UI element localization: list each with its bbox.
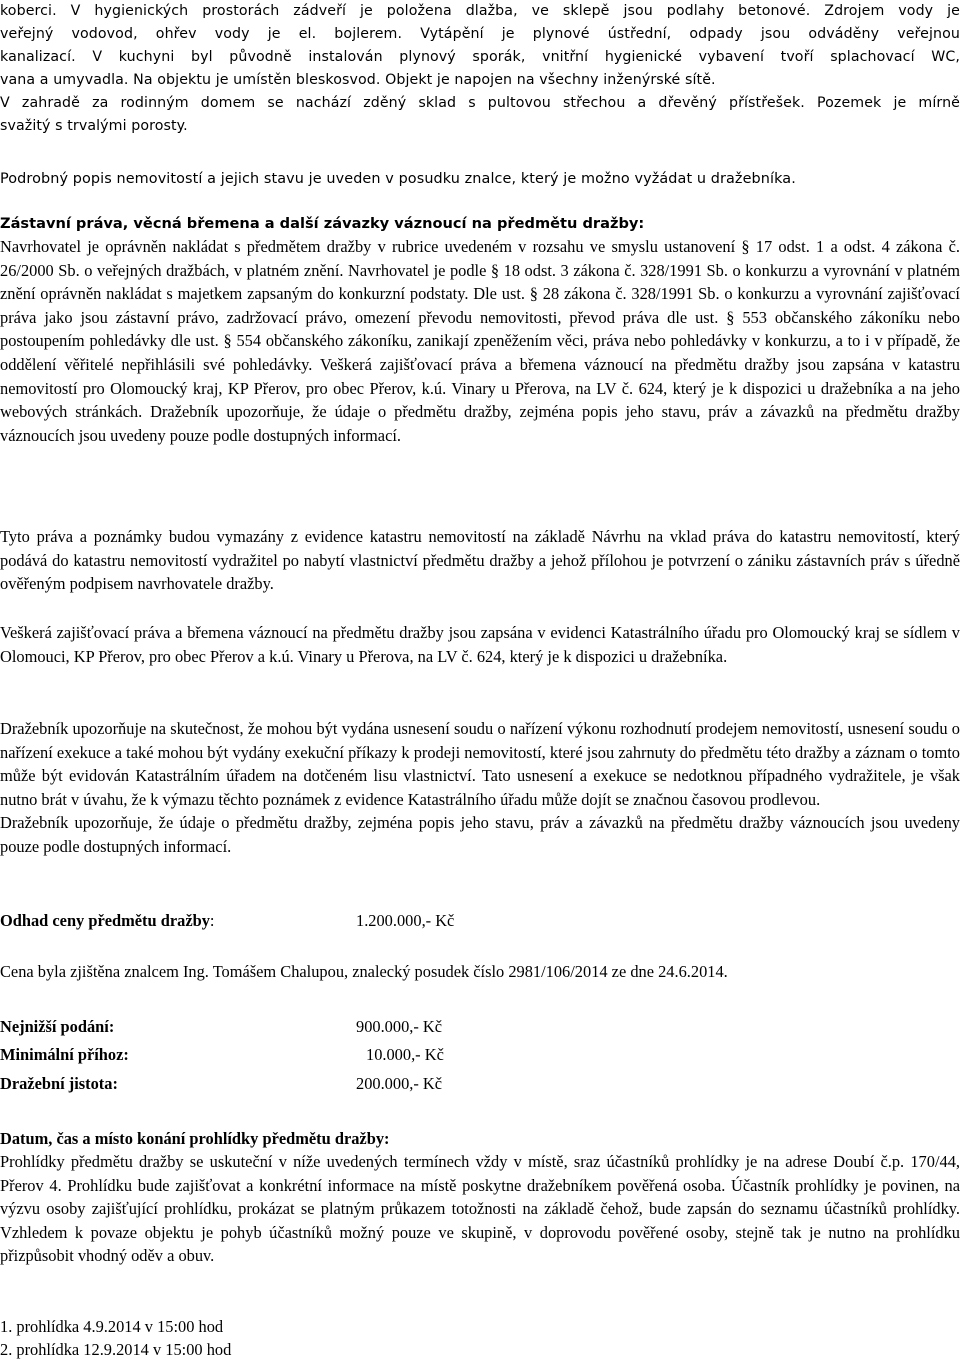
valuation-label-bold: Odhad ceny předmětu dražby xyxy=(0,911,210,930)
warning-note-2-text: Dražebník upozorňuje, že údaje o předmětu dražby, zejména popis jeho stavu, práv a závazků na předmětu dražby váznoucích jsou uvedeny pouze podle dostupných informací. xyxy=(0,813,960,856)
price-label: Dražební jistota: xyxy=(0,1074,118,1093)
intro-line-4: vana a umyvadla. Na objektu je umístěn bleskosvod. Objekt je napojen na všechny inženýrské sítě. xyxy=(0,72,716,88)
price-value: 200.000,- Kč xyxy=(356,1074,443,1093)
inspection-text: Prohlídky předmětu dražby se uskuteční v níže uvedených termínech vždy v místě, sraz účastníků prohlídky je na adrese Doubí č.p. 170/44, Přerov 4. Prohlídku bude zajišťovat a konkrétní informace na místě poskytne dražebníkem pověřená osoba. Účastník prohlídky je povinen, na výzvu osoby zajišťující prohlídku, prokázat se platným průkazem totožnosti na základě čehož, bude zapsán do seznamu účastníků prohlídky. Vzhledem k povaze objektu je pohyb účastníků možný pouze ve skupině, v doprovodu pověřené osoby, stejně tak je nutno na prohlídku přizpůsobit vhodný oděv a obuv. xyxy=(0,1152,960,1266)
appraiser-note-text: Cena byla zjištěna znalcem Ing. Tomášem Chalupou, znalecký posudek číslo 2981/106/2014 ze dne 24.6.2014. xyxy=(0,962,728,981)
inspection-heading: Datum, čas a místo konání prohlídky předmětu dražby: xyxy=(0,1129,390,1148)
price-row-min-increment xyxy=(0,1043,960,1067)
detail-note-text: Podrobný popis nemovitostí a jejich stavu je uveden v posudku znalce, který je možno vyžádat u dražebníka. xyxy=(0,171,796,187)
registry-note xyxy=(0,621,960,668)
deletion-note-text: Tyto práva a poznámky budou vymazány z evidence katastru nemovitostí na základě Návrhu na vklad práva do katastru nemovitostí, který podává do katastru nemovitostí vydražitel po nabytí vlastnictví předmětu dražby a jehož přílohou je potvrzení o zániku zástavních práv s úředně ověřeným podpisem navrhovatele dražby. xyxy=(0,527,960,594)
appraiser-note xyxy=(0,960,960,983)
intro-line-2: veřejný vodovod, ohřev vody je el. bojlerem. Vytápění je plynové ústřední, odpady jsou odváděny veřejnou xyxy=(0,26,960,42)
liens-text: Navrhovatel je oprávněn nakládat s předmětem dražby v rubrice uvedeném v rozsahu ve smyslu ustanovení § 17 odst. 1 a odst. 4 zákona č. 26/2000 Sb. o veřejných dražbách, v platném znění. Navrhovatel je podle § 18 odst. 3 zákona č. 328/1991 Sb. o konkurzu a vyrovnání v platném znění oprávněn nakládat s majetkem zapsaným do konkurzní podstaty. Dle ust. § 28 zákona č. 328/1991 Sb. o konkurzu a vyrovnání zajišťovací práva jako jsou zástavní právo, zadržovací právo, omezení převodu nemovitosti, převod práva dle ust. § 553 občanského zákoníku nebo postoupením pohledávky dle ust. § 554 občanského zákoníku, zanikají zpeněžením věci, práva nebo pohledávky v konkurzu, a to i v případě, že oddělení věřitelé nepřihlásili své pohledávky. Veškerá zajišťovací práva a břemena váznoucí na předmětu dražby jsou zapsána v katastru nemovitostí pro Olomoucký kraj, KP Přerov, pro obec Přerov, k.ú. Vinary u Přerova, na LV č. 624, který je k dispozici u dražebníka a na jeho webových stránkách. Dražebník upozorňuje, že údaje o předmětu dražby, zejména popis jeho stavu, práv a závazků na předmětu dražby váznoucích jsou uvedeny pouze podle dostupných informací. xyxy=(0,237,960,445)
valuation-label-colon: : xyxy=(209,911,215,930)
valuation-row xyxy=(0,909,960,933)
intro-line-5: V zahradě za rodinným domem se nachází zděný sklad s pultovou střechou a dřevěný přístřešek. Pozemek je mírně xyxy=(0,95,960,111)
warning-note-text: Dražebník upozorňuje na skutečnost, že mohou být vydána usnesení soudu o nařízení výkonu rozhodnutí prodejem nemovitostí, usnesení soudu o nařízení exekuce a také mohou být vydány exekuční příkazy k prodeji nemovitostí, které jsou zahrnuty do předmětu této dražby a záznam o tomto může být evidován Katastrálním úřadem na dotčeném lisu vlastnictví. Tato usnesení a exekuce se nedotknou případného vydražitele, je však nutno brát v úvahu, že k výmazu těchto poznámek z evidence Katastrálního úřadu může dojít se značnou časovou prodlevou. xyxy=(0,719,960,809)
price-row-lowest-bid xyxy=(0,1015,960,1039)
price-label: Nejnižší podání: xyxy=(0,1017,115,1036)
inspection-visit-1: 1. prohlídka 4.9.2014 v 15:00 hod xyxy=(0,1317,224,1336)
price-label: Minimální příhoz: xyxy=(0,1045,129,1064)
intro-line-6: svažitý s trvalými porosty. xyxy=(0,118,188,134)
liens-section xyxy=(0,212,960,447)
inspection-section xyxy=(0,1127,960,1268)
detail-note xyxy=(0,168,960,191)
property-description xyxy=(0,0,960,138)
deletion-note xyxy=(0,525,960,596)
intro-line-1: koberci. V hygienických prostorách zádveří je položena dlažba, ve sklepě jsou podlahy betonové. Zdrojem vody je xyxy=(0,3,960,19)
price-value: 900.000,- Kč xyxy=(356,1017,443,1036)
price-row-auction-deposit xyxy=(0,1072,960,1096)
liens-heading: Zástavní práva, věcná břemena a další závazky váznoucí na předmětu dražby: xyxy=(0,215,645,232)
warning-note xyxy=(0,717,960,859)
registry-note-text: Veškerá zajišťovací práva a břemena váznoucí na předmětu dražby jsou zapsána v evidenci Katastrálního úřadu pro Olomoucký kraj se sídlem v Olomouci, KP Přerov, pro obec Přerov a k.ú. Vinary u Přerova, na LV č. 624, který je k dispozici u dražebníka. xyxy=(0,623,960,666)
intro-line-3: kanalizací. V kuchyni byl původně instalován plynový sporák, vnitřní hygienické vybavení tvoří splachovací WC, xyxy=(0,49,960,65)
inspection-visit-2: 2. prohlídka 12.9.2014 v 15:00 hod xyxy=(0,1340,232,1359)
valuation-label xyxy=(0,909,214,932)
price-value: 10.000,- Kč xyxy=(366,1045,444,1064)
valuation-value: 1.200.000,- Kč xyxy=(356,911,455,930)
